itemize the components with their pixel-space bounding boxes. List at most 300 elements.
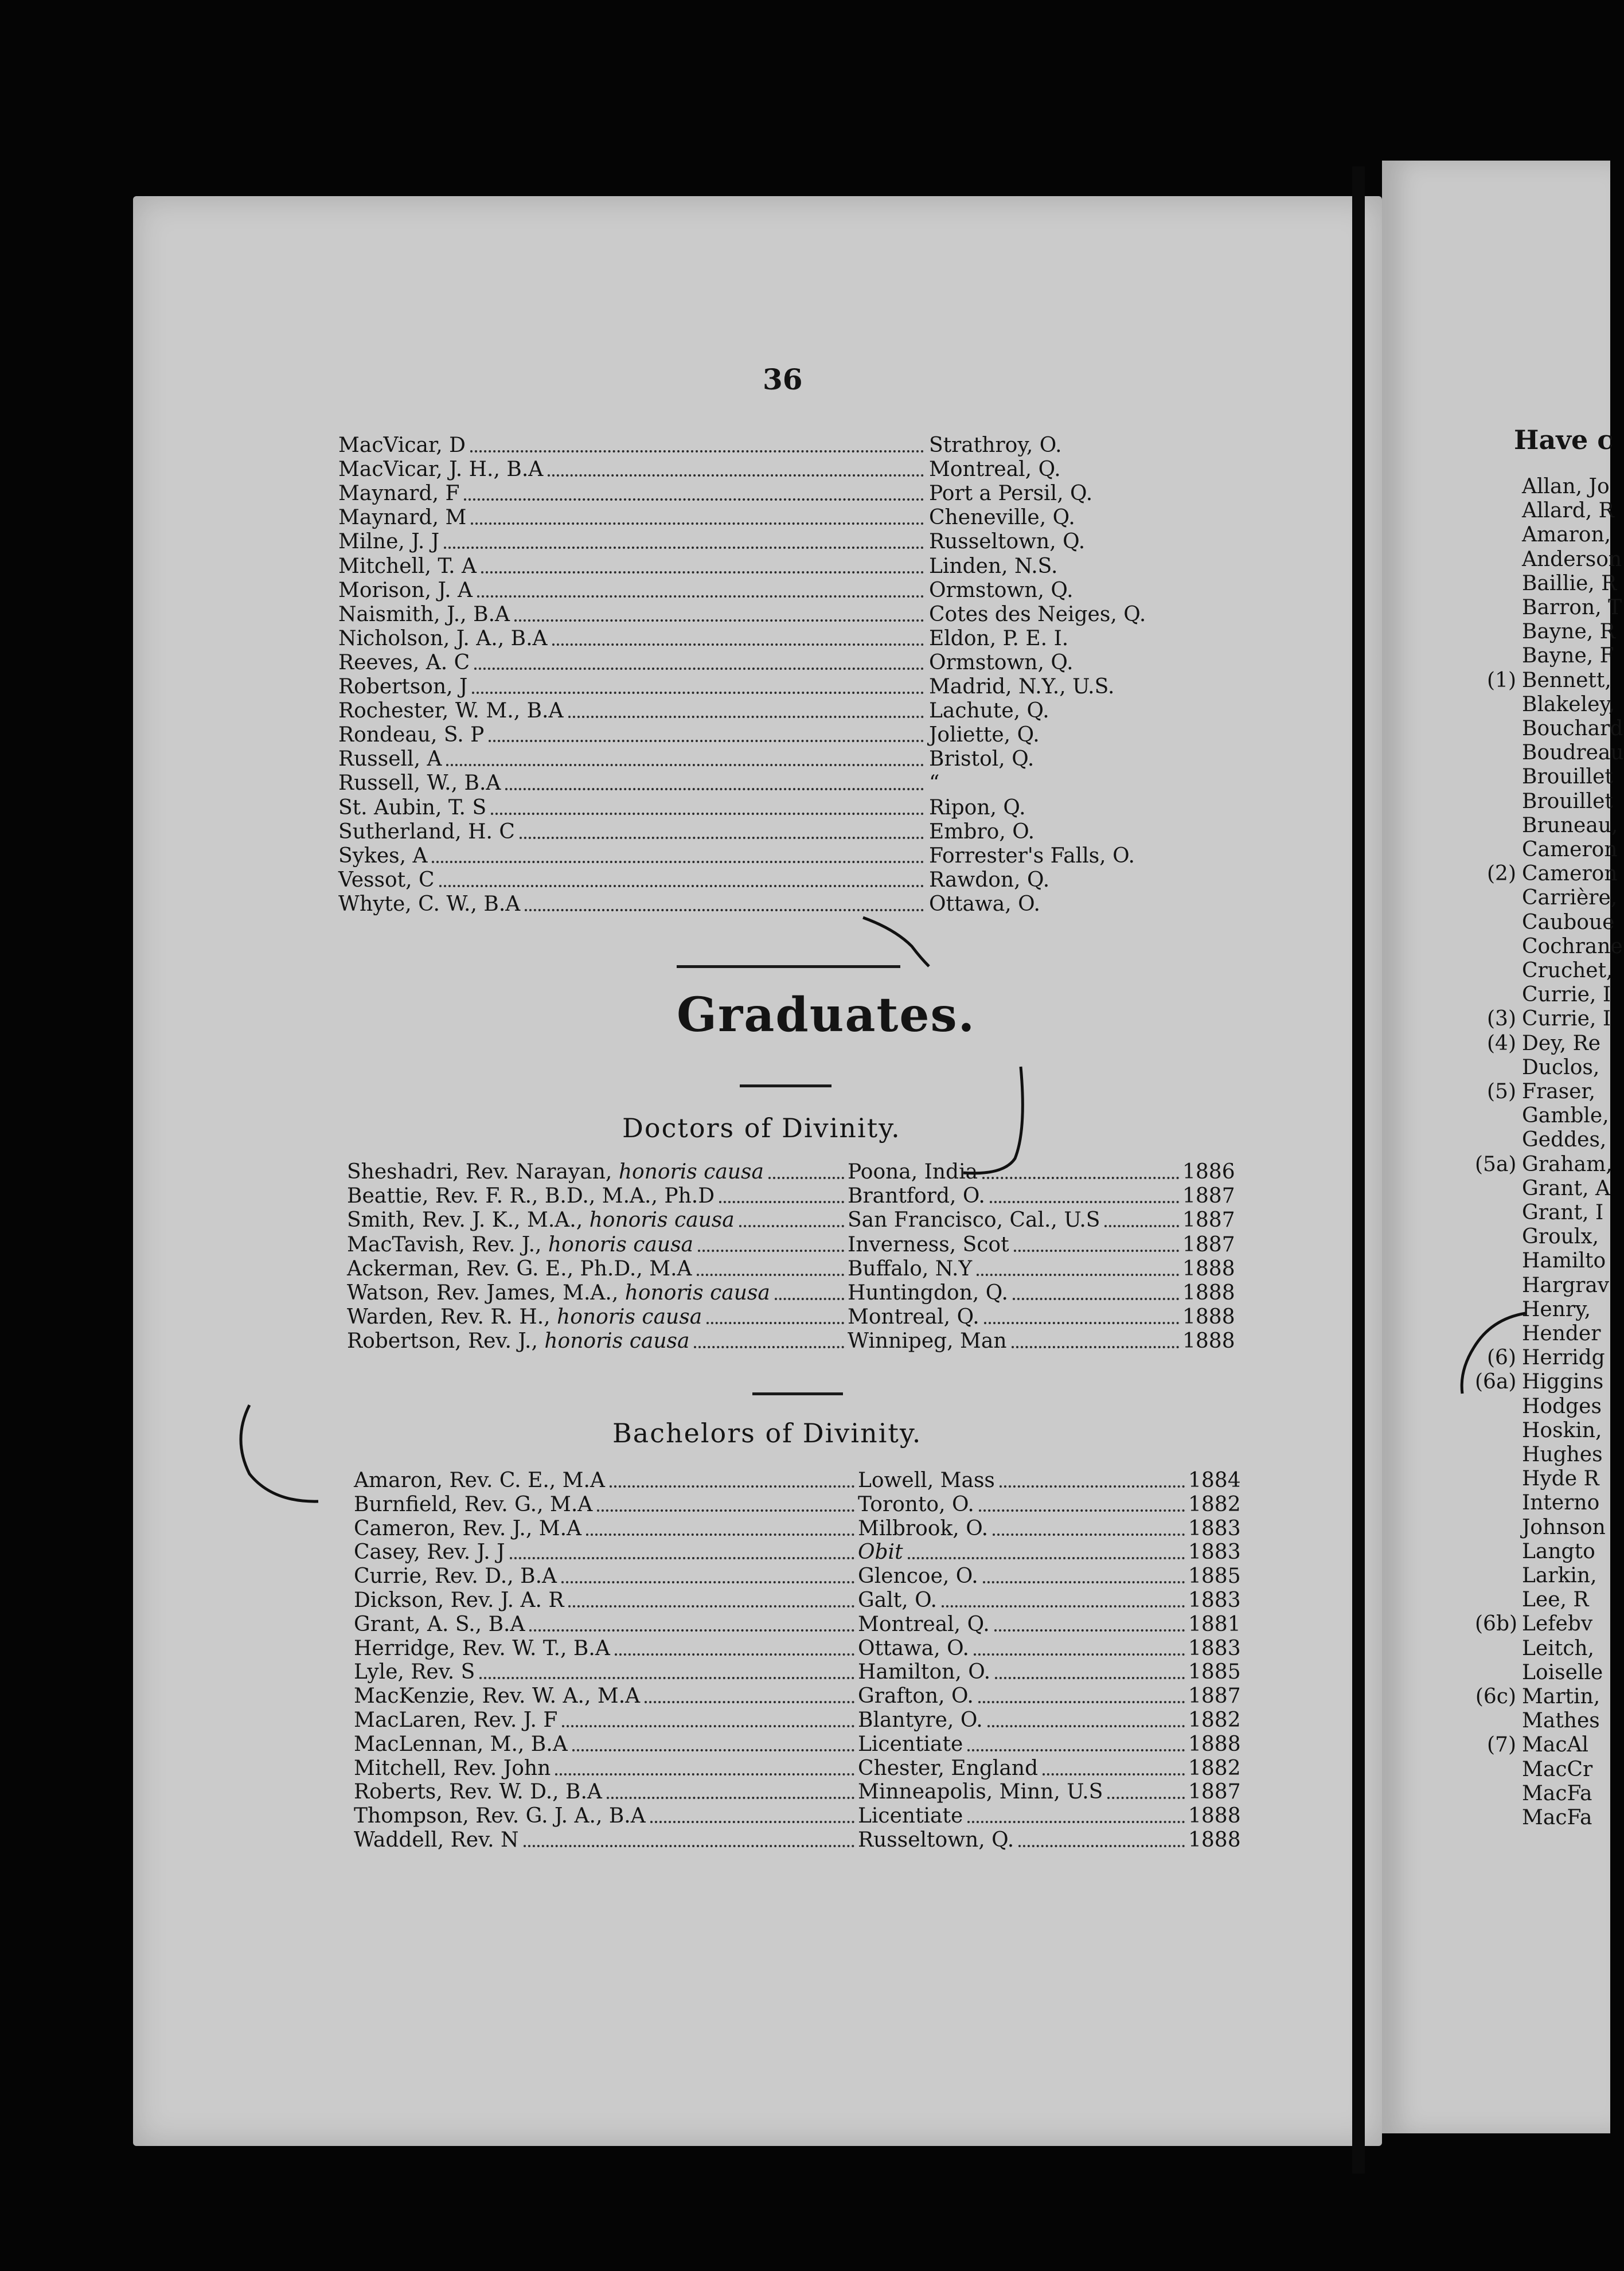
graduate-name: MacTavish, Rev. J., honoris causa bbox=[347, 1232, 694, 1257]
bachelor-row bbox=[354, 1612, 1271, 1637]
right-page-entry bbox=[1475, 1177, 1610, 1200]
right-page-entry bbox=[1475, 548, 1622, 571]
student-row bbox=[338, 699, 1170, 724]
doctor-row bbox=[347, 1329, 1264, 1354]
graduate-year: 1888 bbox=[1188, 1804, 1241, 1828]
bachelor-row bbox=[354, 1732, 1271, 1757]
student-name: Rochester, W. M., B.A bbox=[338, 699, 564, 723]
entry-name: Boudreau bbox=[1522, 741, 1624, 765]
bachelor-row bbox=[354, 1708, 1271, 1733]
graduate-place: Montreal, Q. bbox=[858, 1612, 990, 1636]
entry-name: Interno bbox=[1522, 1491, 1600, 1515]
entry-name: Hargrav bbox=[1522, 1273, 1610, 1297]
student-row bbox=[338, 554, 1170, 579]
entry-name: Groulx, bbox=[1522, 1225, 1599, 1249]
entry-name: Grant, A bbox=[1522, 1176, 1610, 1200]
dot-leader bbox=[505, 788, 924, 790]
entry-note-mark: (2) bbox=[1487, 862, 1516, 886]
graduate-place: Brantford, O. bbox=[848, 1184, 985, 1208]
right-page-entry bbox=[1475, 1588, 1589, 1611]
graduate-place: Chester, England bbox=[858, 1756, 1039, 1780]
graduate-year: 1883 bbox=[1188, 1589, 1241, 1612]
right-page-entry bbox=[1475, 935, 1623, 958]
entry-note-mark: (6a) bbox=[1475, 1370, 1517, 1394]
right-page-entry bbox=[1475, 1661, 1603, 1684]
dot-leader bbox=[510, 1557, 854, 1559]
entry-name: Herridg bbox=[1522, 1346, 1605, 1370]
graduate-name: Grant, A. S., B.A bbox=[354, 1612, 525, 1636]
right-page-entry bbox=[1475, 741, 1624, 764]
entry-name: Carrière, bbox=[1522, 886, 1618, 910]
dot-leader bbox=[489, 740, 924, 742]
entry-name: Hughes bbox=[1522, 1443, 1603, 1466]
entry-note-mark: (6) bbox=[1487, 1346, 1516, 1370]
graduate-place: Licentiate bbox=[858, 1732, 963, 1756]
entry-name: Bennett, bbox=[1522, 668, 1611, 692]
dot-leader bbox=[586, 1533, 854, 1536]
doctor-row bbox=[347, 1232, 1264, 1258]
entry-name: Hodges bbox=[1522, 1394, 1602, 1418]
dot-leader bbox=[607, 1797, 854, 1799]
doctor-row bbox=[347, 1257, 1264, 1282]
graduate-name: Robertson, Rev. J., honoris causa bbox=[347, 1329, 690, 1353]
student-name: Sutherland, H. C bbox=[338, 820, 515, 844]
graduate-place: Milbrook, O. bbox=[858, 1516, 989, 1540]
graduate-year: 1883 bbox=[1188, 1516, 1241, 1540]
graduate-place: San Francisco, Cal., U.S bbox=[848, 1208, 1100, 1232]
graduate-place: Grafton, O. bbox=[858, 1684, 974, 1708]
graduate-year: 1882 bbox=[1188, 1756, 1241, 1780]
dot-leader bbox=[439, 885, 924, 887]
title-rule bbox=[740, 1084, 831, 1087]
entry-name: Larkin, bbox=[1522, 1564, 1597, 1587]
graduate-year: 1882 bbox=[1188, 1708, 1241, 1732]
dot-leader bbox=[1013, 1298, 1179, 1300]
honoris-causa-label: honoris causa bbox=[618, 1160, 764, 1184]
bachelor-row bbox=[354, 1492, 1271, 1517]
right-page-entry bbox=[1475, 1249, 1606, 1273]
entry-name: Higgins bbox=[1522, 1370, 1604, 1394]
right-page-entry bbox=[1475, 1806, 1592, 1829]
graduate-name: Ackerman, Rev. G. E., Ph.D., M.A bbox=[347, 1257, 692, 1281]
pen-bracket-mark-left bbox=[232, 1399, 324, 1514]
graduate-name: Smith, Rev. J. K., M.A., honoris causa bbox=[347, 1208, 735, 1232]
entry-name: Barron, T bbox=[1522, 596, 1622, 619]
student-row bbox=[338, 868, 1170, 893]
dot-leader bbox=[775, 1298, 844, 1300]
student-name: Rondeau, S. P bbox=[338, 723, 485, 747]
student-row bbox=[338, 771, 1170, 796]
dot-leader bbox=[719, 1201, 844, 1203]
dot-leader bbox=[978, 1701, 1185, 1703]
right-page-entry bbox=[1475, 1056, 1599, 1079]
dot-leader bbox=[977, 1274, 1179, 1276]
doctors-title: Doctors of Divinity. bbox=[622, 1113, 901, 1144]
student-place: Cheneville, Q. bbox=[929, 506, 1075, 530]
student-name: Nicholson, J. A., B.A bbox=[338, 626, 548, 650]
entry-name: Blakeley, bbox=[1522, 692, 1615, 716]
dot-leader bbox=[481, 571, 924, 573]
pen-mark bbox=[860, 912, 940, 975]
graduate-name: Burnfield, Rev. G., M.A bbox=[354, 1492, 593, 1516]
dot-leader bbox=[974, 1653, 1185, 1656]
dot-leader bbox=[472, 692, 924, 694]
right-page-entry bbox=[1475, 1007, 1611, 1031]
dot-leader bbox=[464, 498, 924, 501]
graduate-place: Lowell, Mass bbox=[858, 1469, 995, 1492]
bachelor-row bbox=[354, 1636, 1271, 1661]
student-name: Morison, J. A bbox=[338, 578, 473, 602]
entry-name: Graham, bbox=[1522, 1152, 1613, 1176]
obit-label: Obit bbox=[858, 1540, 903, 1564]
graduate-year: 1882 bbox=[1188, 1492, 1241, 1516]
student-name: Sykes, A bbox=[338, 844, 428, 868]
graduate-place: Minneapolis, Minn, U.S bbox=[858, 1780, 1103, 1804]
dot-leader bbox=[698, 1250, 844, 1252]
right-page-entry bbox=[1475, 1564, 1597, 1587]
right-page-entry bbox=[1475, 1201, 1603, 1224]
entry-note-mark: (4) bbox=[1487, 1031, 1516, 1055]
student-row bbox=[338, 892, 1170, 917]
right-page-entry bbox=[1475, 814, 1618, 837]
graduate-name: Currie, Rev. D., B.A bbox=[354, 1564, 557, 1589]
student-row bbox=[338, 433, 1170, 458]
right-page-entry bbox=[1475, 1491, 1599, 1515]
student-place: “ bbox=[929, 771, 940, 795]
student-place: Rawdon, Q. bbox=[929, 868, 1050, 892]
right-page-entry bbox=[1475, 669, 1611, 692]
entry-name: MacAl bbox=[1522, 1733, 1588, 1757]
entry-name: Cameron bbox=[1522, 862, 1618, 886]
entry-name: Amaron, bbox=[1522, 523, 1611, 547]
graduate-year: 1887 bbox=[1188, 1780, 1241, 1804]
dot-leader bbox=[555, 1773, 854, 1776]
right-page-entry bbox=[1475, 693, 1615, 716]
student-name: Whyte, C. W., B.A bbox=[338, 892, 521, 916]
entry-name: Cruchet, bbox=[1522, 959, 1613, 982]
graduate-year: 1887 bbox=[1182, 1232, 1235, 1257]
right-page-entry bbox=[1475, 1637, 1594, 1660]
right-page-entry bbox=[1475, 596, 1622, 619]
entry-note-mark: (1) bbox=[1487, 668, 1516, 692]
dot-leader bbox=[993, 1533, 1185, 1536]
student-name: Maynard, F bbox=[338, 482, 460, 506]
entry-name: Currie, I bbox=[1522, 1007, 1611, 1031]
entry-name: Bayne, F bbox=[1522, 644, 1614, 668]
student-row bbox=[338, 529, 1170, 555]
dot-leader bbox=[610, 1485, 854, 1488]
dot-leader bbox=[967, 1821, 1185, 1823]
student-place: Bristol, Q. bbox=[929, 747, 1034, 771]
dot-leader bbox=[562, 1725, 854, 1727]
dot-leader bbox=[1043, 1773, 1185, 1776]
graduate-name: Mitchell, Rev. John bbox=[354, 1756, 551, 1780]
graduate-place: Huntingdon, Q. bbox=[848, 1281, 1008, 1305]
student-place: Cotes des Neiges, Q. bbox=[929, 602, 1146, 626]
student-place: Linden, N.S. bbox=[929, 554, 1058, 578]
right-page-entry bbox=[1475, 1274, 1609, 1297]
entry-name: Gamble, bbox=[1522, 1104, 1609, 1128]
student-row bbox=[338, 505, 1170, 530]
student-row bbox=[338, 674, 1170, 700]
entry-name: Hamilto bbox=[1522, 1249, 1606, 1273]
entry-note-mark: (6b) bbox=[1475, 1612, 1518, 1636]
dot-leader bbox=[645, 1701, 854, 1703]
graduate-name: MacLaren, Rev. J. F bbox=[354, 1708, 558, 1732]
graduate-name: Herridge, Rev. W. T., B.A bbox=[354, 1636, 610, 1660]
right-page-heading: Have c bbox=[1514, 424, 1614, 455]
right-page-entry bbox=[1475, 765, 1613, 789]
dot-leader bbox=[1107, 1797, 1185, 1799]
entry-name: Brouillet bbox=[1522, 765, 1613, 789]
student-name: St. Aubin, T. S bbox=[338, 795, 487, 820]
student-place: Port a Persil, Q. bbox=[929, 482, 1093, 506]
graduate-place: Montreal, Q. bbox=[848, 1305, 979, 1329]
student-place: Ormstown, Q. bbox=[929, 578, 1073, 602]
dot-leader bbox=[1104, 1225, 1179, 1227]
student-row bbox=[338, 602, 1170, 627]
graduate-place: Toronto, O. bbox=[858, 1492, 974, 1516]
graduate-year: 1883 bbox=[1188, 1636, 1241, 1660]
right-page-entry bbox=[1475, 1128, 1606, 1152]
bachelor-row bbox=[354, 1684, 1271, 1709]
student-place: Strathroy, O. bbox=[929, 434, 1062, 457]
dot-leader bbox=[984, 1322, 1179, 1324]
entry-name: Fraser, bbox=[1522, 1080, 1596, 1103]
right-page-entry bbox=[1475, 1467, 1599, 1490]
graduate-place: Licentiate bbox=[858, 1804, 963, 1828]
right-page-entry bbox=[1475, 1782, 1592, 1805]
student-place: Ormstown, Q. bbox=[929, 650, 1073, 674]
dot-leader bbox=[987, 1725, 1185, 1727]
entry-name: Dey, Re bbox=[1522, 1031, 1601, 1055]
right-page-entry bbox=[1475, 1032, 1600, 1055]
dot-leader bbox=[432, 861, 924, 863]
student-name: Russell, A bbox=[338, 747, 442, 771]
student-row bbox=[338, 723, 1170, 748]
honoris-causa-label: honoris causa bbox=[589, 1208, 735, 1232]
dot-leader bbox=[525, 909, 924, 911]
entry-note-mark: (5a) bbox=[1475, 1152, 1517, 1176]
graduate-place: Buffalo, N.Y bbox=[848, 1257, 973, 1281]
dot-leader bbox=[908, 1557, 1185, 1559]
dot-leader bbox=[982, 1177, 1179, 1179]
graduate-name: Amaron, Rev. C. E., M.A bbox=[354, 1469, 605, 1492]
right-page-entry bbox=[1475, 790, 1613, 813]
section-divider-2 bbox=[752, 1392, 843, 1395]
entry-name: Cameron bbox=[1522, 838, 1618, 861]
graduate-place: Poona, India bbox=[848, 1160, 978, 1184]
entry-name: Langto bbox=[1522, 1539, 1595, 1563]
dot-leader bbox=[942, 1605, 1185, 1607]
graduate-place: Ottawa, O. bbox=[858, 1636, 969, 1660]
graduate-name: Cameron, Rev. J., M.A bbox=[354, 1516, 582, 1540]
bachelor-row bbox=[354, 1756, 1271, 1781]
graduate-name: Dickson, Rev. J. A. R bbox=[354, 1589, 564, 1612]
dot-leader bbox=[474, 668, 924, 670]
entry-name: Hyde R bbox=[1522, 1467, 1599, 1491]
student-row bbox=[338, 844, 1170, 869]
student-row bbox=[338, 747, 1170, 772]
graduate-year: 1888 bbox=[1188, 1732, 1241, 1756]
page-number: 36 bbox=[763, 362, 803, 396]
student-place: Ottawa, O. bbox=[929, 892, 1040, 916]
graduate-year: 1888 bbox=[1182, 1329, 1235, 1353]
doctor-row bbox=[347, 1305, 1264, 1330]
entry-name: Baillie, R bbox=[1522, 571, 1617, 595]
graduate-year: 1887 bbox=[1182, 1184, 1235, 1208]
dot-leader bbox=[1018, 1845, 1185, 1847]
graduate-name: Lyle, Rev. S bbox=[354, 1660, 475, 1684]
dot-leader bbox=[597, 1509, 854, 1512]
right-page-entry bbox=[1475, 1419, 1602, 1442]
right-page-entry bbox=[1475, 1225, 1599, 1248]
student-name: Robertson, J bbox=[338, 675, 468, 699]
student-place: Eldon, P. E. I. bbox=[929, 626, 1069, 650]
student-name: Vessot, C bbox=[338, 868, 435, 892]
right-page-entry bbox=[1475, 1758, 1592, 1781]
entry-name: Anderson bbox=[1522, 547, 1622, 571]
right-page-entry bbox=[1475, 862, 1618, 885]
graduate-year: 1887 bbox=[1182, 1208, 1235, 1232]
graduate-year: 1885 bbox=[1188, 1564, 1241, 1589]
right-page-entry bbox=[1475, 983, 1611, 1006]
dot-leader bbox=[520, 837, 924, 839]
bachelor-row bbox=[354, 1780, 1271, 1805]
entry-name: Duclos, bbox=[1522, 1055, 1600, 1079]
student-name: Mitchell, T. A bbox=[338, 554, 477, 578]
student-row bbox=[338, 820, 1170, 845]
right-page-entry bbox=[1475, 572, 1617, 595]
student-place: Forrester's Falls, O. bbox=[929, 844, 1135, 868]
student-row bbox=[338, 481, 1170, 506]
graduate-year: 1885 bbox=[1188, 1660, 1241, 1684]
dot-leader bbox=[983, 1581, 1185, 1583]
dot-leader bbox=[548, 474, 924, 477]
student-row bbox=[338, 626, 1170, 651]
right-page-entry bbox=[1475, 1443, 1603, 1466]
graduate-name: Roberts, Rev. W. D., B.A bbox=[354, 1780, 602, 1804]
entry-name: Cochrane bbox=[1522, 934, 1623, 958]
right-page-entry bbox=[1475, 1104, 1609, 1127]
honoris-causa-label: honoris causa bbox=[548, 1232, 694, 1257]
entry-name: Bruneau, bbox=[1522, 813, 1618, 837]
graduate-place: Russeltown, Q. bbox=[858, 1828, 1014, 1852]
dot-leader bbox=[995, 1677, 1185, 1679]
right-page-entry bbox=[1475, 475, 1610, 498]
student-place: Montreal, Q. bbox=[929, 458, 1061, 482]
dot-leader bbox=[967, 1749, 1185, 1751]
right-page-entry bbox=[1475, 1153, 1613, 1176]
bachelors-title: Bachelors of Divinity. bbox=[612, 1418, 922, 1449]
graduate-name: MacKenzie, Rev. W. A., M.A bbox=[354, 1684, 641, 1708]
entry-name: MacFa bbox=[1522, 1806, 1592, 1829]
graduate-year: 1888 bbox=[1182, 1257, 1235, 1281]
dot-leader bbox=[568, 716, 924, 718]
entry-name: Loiselle bbox=[1522, 1660, 1603, 1684]
bachelor-row bbox=[354, 1828, 1271, 1853]
student-place: Joliette, Q. bbox=[929, 723, 1040, 747]
graduate-name: Casey, Rev. J. J bbox=[354, 1540, 505, 1564]
student-place: Russeltown, Q. bbox=[929, 530, 1086, 554]
doctor-row bbox=[347, 1160, 1264, 1185]
entry-name: Grant, I bbox=[1522, 1201, 1604, 1224]
graduate-place: Glencoe, O. bbox=[858, 1564, 978, 1589]
entry-note-mark: (6c) bbox=[1475, 1685, 1516, 1708]
entry-name: Geddes, bbox=[1522, 1128, 1607, 1152]
student-name: MacVicar, D bbox=[338, 434, 466, 457]
entry-name: Currie, I bbox=[1522, 983, 1611, 1007]
student-row bbox=[338, 457, 1170, 482]
student-name: MacVicar, J. H., B.A bbox=[338, 458, 544, 482]
graduate-year: 1888 bbox=[1182, 1281, 1235, 1305]
dot-leader bbox=[477, 595, 924, 598]
right-page-entry bbox=[1475, 1516, 1606, 1539]
student-name: Russell, W., B.A bbox=[338, 771, 501, 795]
dot-leader bbox=[491, 813, 924, 815]
student-row bbox=[338, 795, 1170, 821]
student-row bbox=[338, 578, 1170, 603]
right-page-entry bbox=[1475, 1080, 1595, 1103]
graduate-place: Winnipeg, Man bbox=[848, 1329, 1007, 1353]
graduate-name: Sheshadri, Rev. Narayan, honoris causa bbox=[347, 1160, 764, 1184]
right-page-entry bbox=[1475, 499, 1614, 522]
bachelor-row bbox=[354, 1564, 1271, 1589]
dot-leader bbox=[994, 1629, 1185, 1632]
bachelor-row bbox=[354, 1660, 1271, 1685]
dot-leader bbox=[471, 522, 924, 525]
doctor-row bbox=[347, 1281, 1264, 1306]
graduate-place: Galt, O. bbox=[858, 1589, 937, 1612]
graduate-name: Thompson, Rev. G. J. A., B.A bbox=[354, 1804, 646, 1828]
dot-leader bbox=[615, 1653, 854, 1656]
graduate-year: 1888 bbox=[1182, 1305, 1235, 1329]
graduate-year: 1881 bbox=[1188, 1612, 1241, 1636]
bachelor-row bbox=[354, 1804, 1271, 1829]
graduate-year: 1888 bbox=[1188, 1828, 1241, 1852]
student-place: Ripon, Q. bbox=[929, 795, 1026, 820]
dot-leader bbox=[694, 1346, 844, 1348]
right-page-entry bbox=[1475, 1733, 1588, 1757]
graduate-year: 1884 bbox=[1188, 1469, 1241, 1492]
dot-leader bbox=[552, 643, 924, 646]
graduate-place bbox=[858, 1540, 903, 1565]
dot-leader bbox=[979, 1509, 1185, 1512]
graduate-name: Waddell, Rev. N bbox=[354, 1828, 519, 1852]
dot-leader bbox=[529, 1629, 854, 1632]
right-page-entry bbox=[1475, 644, 1614, 668]
doctor-row bbox=[347, 1184, 1264, 1209]
student-place: Embro, O. bbox=[929, 820, 1035, 844]
right-page-entry bbox=[1475, 886, 1617, 910]
entry-name: Leitch, bbox=[1522, 1636, 1594, 1660]
entry-name: Henry, bbox=[1522, 1297, 1591, 1321]
bachelor-row bbox=[354, 1468, 1271, 1493]
dot-leader bbox=[739, 1225, 844, 1227]
dot-leader bbox=[561, 1581, 854, 1583]
dot-leader bbox=[470, 450, 924, 452]
right-page-entry bbox=[1475, 1612, 1592, 1636]
right-page-entry bbox=[1475, 620, 1615, 643]
graduate-year: 1883 bbox=[1188, 1540, 1241, 1564]
right-page-entry bbox=[1475, 717, 1623, 740]
dot-leader bbox=[514, 619, 924, 622]
graduate-place: Blantyre, O. bbox=[858, 1708, 983, 1732]
right-page-entry bbox=[1475, 523, 1611, 547]
entry-name: Brouillet bbox=[1522, 789, 1613, 813]
student-name: Maynard, M bbox=[338, 506, 467, 530]
graduate-name: Warden, Rev. R. H., honoris causa bbox=[347, 1305, 702, 1329]
